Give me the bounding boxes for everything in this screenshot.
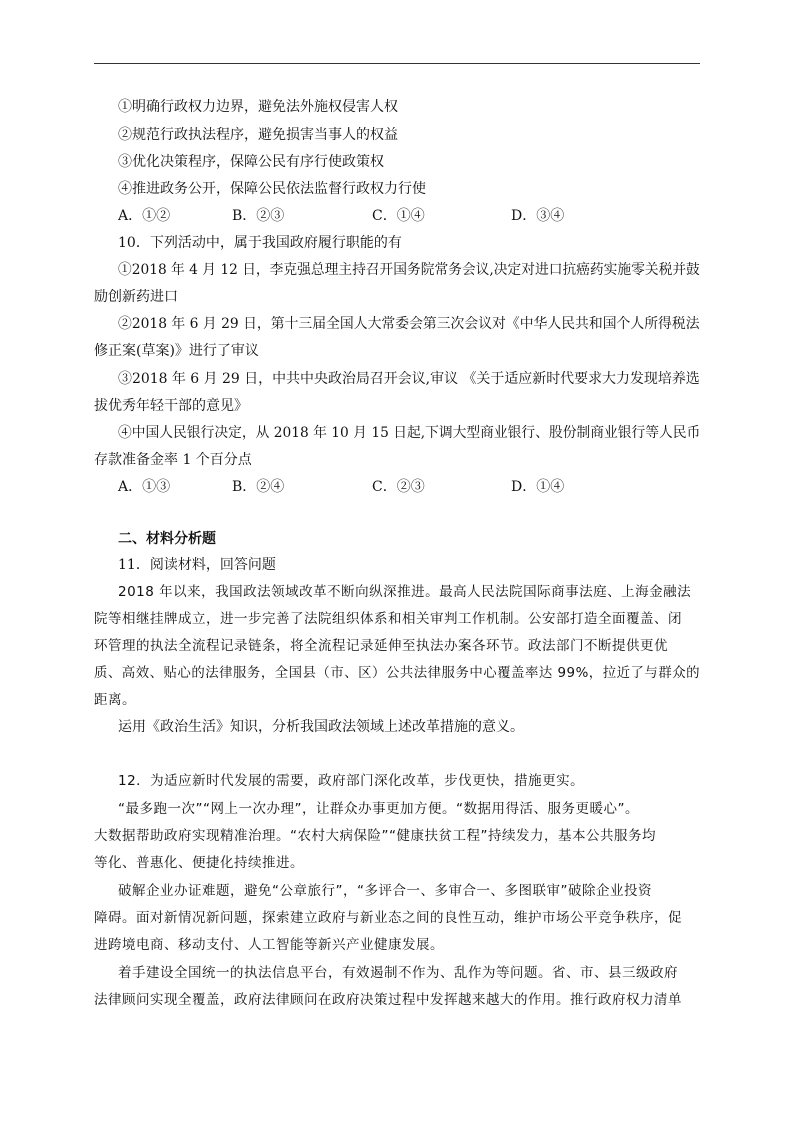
q11-stem: 11．阅读材料，回答问题	[118, 557, 276, 573]
q10-stem: 10．下列活动中，属于我国政府履行职能的有	[118, 235, 402, 251]
q12-line-5: 破解企业办证难题，避免“公章旅行”，“多评合一、多审合一、多图联审”破除企业投资	[118, 883, 652, 899]
q11-material-line-3: 环管理的执法全流程记录链条，将全流程记录延伸至执法办案各环节。政法部门不断提供更优	[94, 638, 668, 654]
q9-item-3: ③优化决策程序，保障公民有序行使政策权	[118, 154, 384, 170]
q9-item-4: ④推进政务公开，保障公民依法监督行政权力行使	[118, 181, 426, 197]
q10-option-c: C．②③	[372, 479, 425, 495]
q10-option-a: A．①③	[118, 479, 171, 495]
q9-option-b: B．②③	[232, 208, 285, 224]
q10-line-4: 修正案(草案)》进行了审议	[94, 343, 259, 359]
q12-line-4: 等化、普惠化、便捷化持续推进。	[94, 855, 304, 871]
q10-line-1: ①2018 年 4 月 12 日，李克强总理主持召开国务院常务会议,决定对进口抗癌药实施零关税并鼓	[118, 262, 700, 278]
q10-line-7: ④中国人民银行决定，从 2018 年 10 月 15 日起,下调大型商业银行、股份制商业银行等人民币	[118, 425, 701, 441]
q11-material-line-5: 距离。	[94, 692, 136, 708]
q12-line-2: “最多跑一次”“网上一次办理”，让群众办事更加方便。“数据用得活、服务更暖心”。	[118, 801, 639, 817]
q11-question: 运用《政治生活》知识，分析我国政法领域上述改革措施的意义。	[118, 719, 524, 735]
q10-line-8: 存款准备金率 1 个百分点	[94, 452, 252, 468]
q10-line-5: ③2018 年 6 月 29 日，中共中央政治局召开会议,审议 《关于适应新时代要求大力发现培养选	[118, 371, 700, 387]
q11-material-line-1: 2018 年以来，我国政法领域改革不断向纵深推进。最高人民法院国际商事法庭、上海金融法	[118, 584, 692, 600]
q12-line-8: 着手建设全国统一的执法信息平台，有效遏制不作为、乱作为等问题。省、市、县三级政府	[118, 965, 678, 981]
q10-line-2: 励创新药进口	[94, 289, 178, 305]
q12-line-1: 12．为适应新时代发展的需要，政府部门深化改革，步伐更快，措施更实。	[118, 773, 585, 789]
q9-item-1: ①明确行政权力边界，避免法外施权侵害人权	[118, 99, 398, 115]
q9-option-a: A．①②	[118, 208, 171, 224]
q11-material-line-2: 院等相继挂牌成立，进一步完善了法院组织体系和相关审判工作机制。公安部打造全面覆盖、闭	[94, 611, 682, 627]
q12-line-6: 障碍。面对新情况新问题，探索建立政府与新业态之间的良性互动，维护市场公平竞争秩序，促	[94, 910, 682, 926]
q10-line-6: 拔优秀年轻干部的意见》	[94, 398, 248, 414]
q10-option-d: D．①④	[511, 479, 565, 495]
q11-material-line-4: 质、高效、贴心的法律服务，全国县（市、区）公共法律服务中心覆盖率达 99%，拉近了与群众的	[94, 665, 701, 681]
q10-option-b: B．②④	[232, 479, 285, 495]
q9-item-2: ②规范行政执法程序，避免损害当事人的权益	[118, 127, 398, 143]
q12-line-3: 大数据帮助政府实现精准治理。“农村大病保险”“健康扶贫工程”持续发力，基本公共服务均	[94, 828, 656, 844]
q9-option-d: D．③④	[511, 208, 565, 224]
header-rule	[94, 63, 700, 64]
q9-option-c: C．①④	[372, 208, 425, 224]
q10-line-3: ②2018 年 6 月 29 日，第十三届全国人大常委会第三次会议对《中华人民共和国个人所得税法	[118, 316, 700, 332]
q12-line-7: 进跨境电商、移动支付、人工智能等新兴产业健康发展。	[94, 937, 444, 953]
q12-line-9: 法律顾问实现全覆盖，政府法律顾问在政府决策过程中发挥越来越大的作用。推行政府权力清单	[94, 992, 682, 1008]
section-heading: 二、材料分析题	[118, 531, 216, 547]
